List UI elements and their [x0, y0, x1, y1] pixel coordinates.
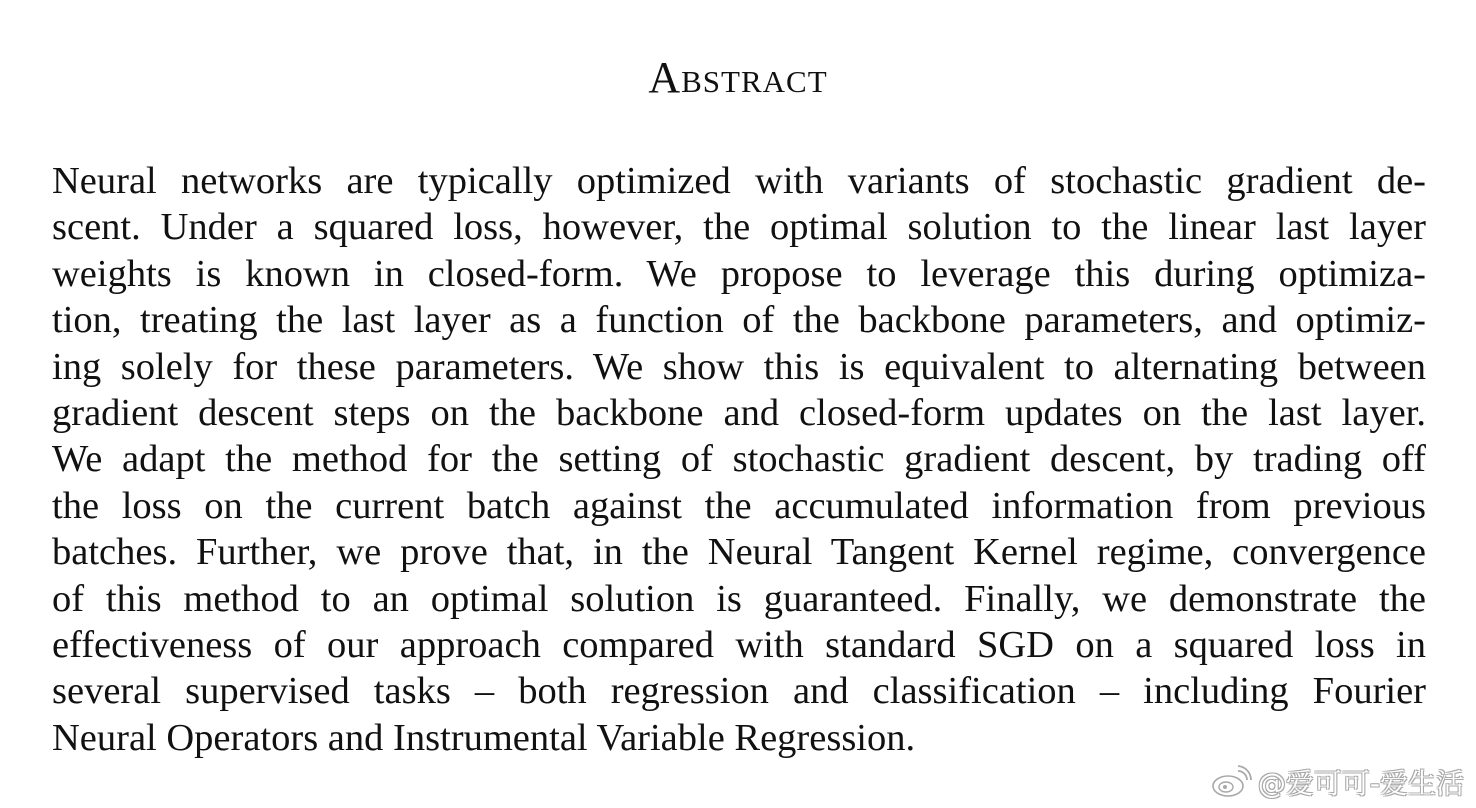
- abstract-heading: Abstract: [648, 53, 828, 102]
- abstract-line: ing solely for these parameters. We show this is equivalent to alternating between: [52, 345, 1426, 388]
- abstract-line: scent. Under a squared loss, however, the optimal solution to the linear last layer: [52, 206, 1426, 249]
- watermark: [1210, 762, 1464, 802]
- abstract-line: We adapt the method for the setting of stochastic gradient descent, by trading off: [52, 438, 1426, 481]
- abstract-paragraph: [52, 158, 1426, 761]
- abstract-line: Neural Operators and Instrumental Variable Regression.: [52, 716, 916, 759]
- abstract-line: effectiveness of our approach compared with standard SGD on a squared loss in: [52, 624, 1426, 667]
- abstract-line: Neural networks are typically optimized with variants of stochastic gradient de-: [52, 160, 1426, 202]
- abstract-line: weights is known in closed-form. We propose to leverage this during optimiza-: [52, 252, 1426, 295]
- abstract-line: gradient descent steps on the backbone and closed-form updates on the last layer.: [52, 392, 1426, 435]
- weibo-icon: [1210, 765, 1252, 799]
- abstract-line: several supervised tasks – both regression and classification – including Fourier: [52, 670, 1426, 713]
- abstract-line: the loss on the current batch against the accumulated information from previous: [52, 484, 1426, 527]
- abstract-line: batches. Further, we prove that, in the Neural Tangent Kernel regime, convergence: [52, 531, 1426, 574]
- abstract-line: tion, treating the last layer as a function of the backbone parameters, and optimiz-: [52, 299, 1426, 342]
- watermark-text: @爱可可-爱生活: [1257, 767, 1464, 800]
- abstract-line: of this method to an optimal solution is guaranteed. Finally, we demonstrate the: [52, 577, 1426, 620]
